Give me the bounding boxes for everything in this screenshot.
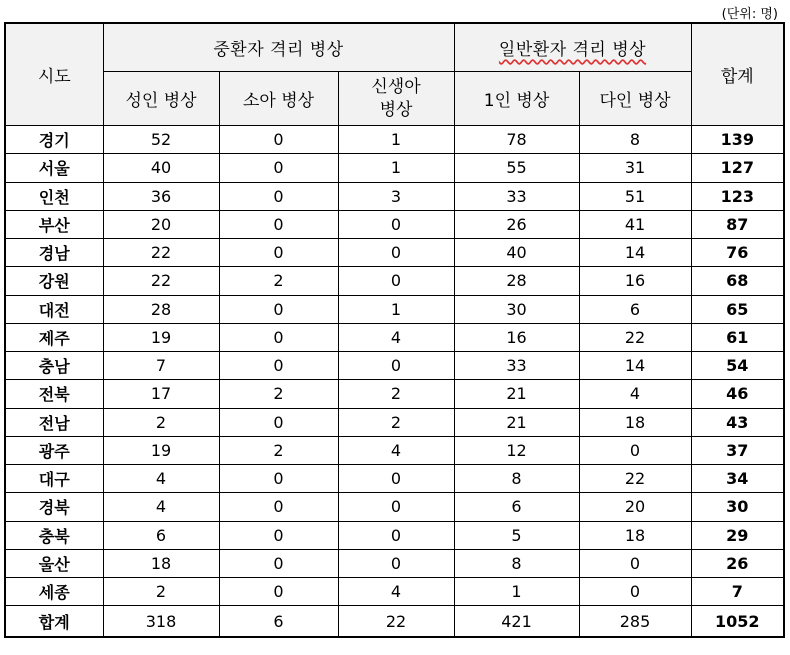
- cell-total: 65: [691, 295, 784, 323]
- cell-adult-bed: 36: [103, 182, 219, 210]
- cell-newborn-bed: 1: [338, 295, 454, 323]
- cell-sido: 경남: [5, 239, 103, 267]
- cell-multi-bed: 20: [579, 493, 691, 521]
- header-adult-bed: 성인 병상: [103, 72, 219, 126]
- cell-newborn-bed: 1: [338, 126, 454, 154]
- cell-adult-bed: 4: [103, 493, 219, 521]
- cell-sido: 전북: [5, 380, 103, 408]
- cell-sido: 제주: [5, 323, 103, 351]
- header-severe-group: 중환자 격리 병상: [103, 23, 454, 72]
- cell-multi-bed: 14: [579, 239, 691, 267]
- cell-adult-bed: 20: [103, 210, 219, 238]
- cell-sido: 합계: [5, 606, 103, 638]
- cell-newborn-bed: 0: [338, 239, 454, 267]
- cell-single-bed: 33: [454, 182, 579, 210]
- cell-child-bed: 0: [219, 578, 338, 606]
- cell-single-bed: 1: [454, 578, 579, 606]
- cell-sido: 경기: [5, 126, 103, 154]
- cell-total: 37: [691, 436, 784, 464]
- cell-multi-bed: 8: [579, 126, 691, 154]
- cell-total: 34: [691, 465, 784, 493]
- cell-single-bed: 12: [454, 436, 579, 464]
- cell-single-bed: 8: [454, 549, 579, 577]
- cell-adult-bed: 40: [103, 154, 219, 182]
- cell-multi-bed: 22: [579, 323, 691, 351]
- cell-single-bed: 21: [454, 380, 579, 408]
- cell-total: 29: [691, 521, 784, 549]
- table-row: [5, 436, 784, 464]
- table-row: [5, 295, 784, 323]
- cell-child-bed: 0: [219, 182, 338, 210]
- header-single-bed: 1인 병상: [454, 72, 579, 126]
- cell-single-bed: 78: [454, 126, 579, 154]
- cell-total: 61: [691, 323, 784, 351]
- cell-total: 76: [691, 239, 784, 267]
- cell-adult-bed: 18: [103, 549, 219, 577]
- cell-adult-bed: 52: [103, 126, 219, 154]
- cell-sido: 대구: [5, 465, 103, 493]
- cell-total: 43: [691, 408, 784, 436]
- header-sido: 시도: [5, 23, 103, 126]
- cell-child-bed: 0: [219, 210, 338, 238]
- cell-sido: 강원: [5, 267, 103, 295]
- cell-newborn-bed: 0: [338, 267, 454, 295]
- cell-child-bed: 6: [219, 606, 338, 638]
- cell-adult-bed: 22: [103, 239, 219, 267]
- cell-multi-bed: 0: [579, 578, 691, 606]
- table-row: [5, 210, 784, 238]
- cell-total: 54: [691, 352, 784, 380]
- cell-sido: 세종: [5, 578, 103, 606]
- cell-single-bed: 28: [454, 267, 579, 295]
- cell-sido: 충남: [5, 352, 103, 380]
- cell-total: 1052: [691, 606, 784, 638]
- cell-multi-bed: 285: [579, 606, 691, 638]
- table-row: [5, 154, 784, 182]
- cell-multi-bed: 22: [579, 465, 691, 493]
- table-body: [5, 126, 784, 638]
- table-row: [5, 380, 784, 408]
- table-row: [5, 126, 784, 154]
- cell-newborn-bed: 0: [338, 210, 454, 238]
- cell-single-bed: 26: [454, 210, 579, 238]
- cell-multi-bed: 0: [579, 436, 691, 464]
- table-row: [5, 182, 784, 210]
- unit-note: (단위: 명): [721, 7, 778, 22]
- cell-newborn-bed: 0: [338, 352, 454, 380]
- cell-sido: 경북: [5, 493, 103, 521]
- cell-single-bed: 421: [454, 606, 579, 638]
- cell-child-bed: 2: [219, 267, 338, 295]
- cell-single-bed: 55: [454, 154, 579, 182]
- cell-adult-bed: 4: [103, 465, 219, 493]
- cell-adult-bed: 19: [103, 323, 219, 351]
- cell-multi-bed: 31: [579, 154, 691, 182]
- cell-child-bed: 0: [219, 352, 338, 380]
- table-header: [5, 23, 784, 126]
- cell-multi-bed: 14: [579, 352, 691, 380]
- cell-sido: 인천: [5, 182, 103, 210]
- cell-sido: 충북: [5, 521, 103, 549]
- cell-child-bed: 2: [219, 436, 338, 464]
- cell-sido: 울산: [5, 549, 103, 577]
- cell-total: 7: [691, 578, 784, 606]
- cell-newborn-bed: 1: [338, 154, 454, 182]
- cell-multi-bed: 16: [579, 267, 691, 295]
- cell-single-bed: 21: [454, 408, 579, 436]
- cell-newborn-bed: 3: [338, 182, 454, 210]
- cell-adult-bed: 28: [103, 295, 219, 323]
- cell-multi-bed: 18: [579, 521, 691, 549]
- cell-child-bed: 2: [219, 380, 338, 408]
- bed-table: [4, 22, 785, 638]
- cell-single-bed: 6: [454, 493, 579, 521]
- cell-multi-bed: 18: [579, 408, 691, 436]
- sum-row: [5, 606, 784, 638]
- cell-total: 46: [691, 380, 784, 408]
- cell-total: 123: [691, 182, 784, 210]
- cell-sido: 부산: [5, 210, 103, 238]
- cell-child-bed: 0: [219, 295, 338, 323]
- table-row: [5, 493, 784, 521]
- header-child-bed: 소아 병상: [219, 72, 338, 126]
- header-total: 합계: [691, 23, 784, 126]
- header-general-group: [454, 23, 691, 72]
- cell-multi-bed: 51: [579, 182, 691, 210]
- cell-adult-bed: 6: [103, 521, 219, 549]
- cell-child-bed: 0: [219, 493, 338, 521]
- cell-child-bed: 0: [219, 465, 338, 493]
- cell-newborn-bed: 0: [338, 465, 454, 493]
- cell-newborn-bed: 0: [338, 493, 454, 521]
- cell-child-bed: 0: [219, 521, 338, 549]
- cell-single-bed: 5: [454, 521, 579, 549]
- cell-single-bed: 8: [454, 465, 579, 493]
- cell-total: 30: [691, 493, 784, 521]
- cell-child-bed: 0: [219, 323, 338, 351]
- cell-multi-bed: 0: [579, 549, 691, 577]
- cell-adult-bed: 17: [103, 380, 219, 408]
- cell-single-bed: 40: [454, 239, 579, 267]
- cell-newborn-bed: 22: [338, 606, 454, 638]
- cell-single-bed: 33: [454, 352, 579, 380]
- cell-total: 139: [691, 126, 784, 154]
- cell-multi-bed: 4: [579, 380, 691, 408]
- cell-child-bed: 0: [219, 408, 338, 436]
- table-row: [5, 549, 784, 577]
- header-multi-bed: 다인 병상: [579, 72, 691, 126]
- cell-sido: 대전: [5, 295, 103, 323]
- header-newborn-bed: 신생아 병상: [338, 72, 454, 126]
- cell-newborn-bed: 0: [338, 549, 454, 577]
- cell-total: 127: [691, 154, 784, 182]
- cell-newborn-bed: 4: [338, 578, 454, 606]
- cell-adult-bed: 2: [103, 408, 219, 436]
- cell-newborn-bed: 0: [338, 521, 454, 549]
- cell-total: 68: [691, 267, 784, 295]
- cell-single-bed: 16: [454, 323, 579, 351]
- cell-sido: 광주: [5, 436, 103, 464]
- cell-child-bed: 0: [219, 239, 338, 267]
- cell-adult-bed: 2: [103, 578, 219, 606]
- cell-newborn-bed: 4: [338, 436, 454, 464]
- cell-sido: 전남: [5, 408, 103, 436]
- header-general-group-label: 일반환자 격리 병상: [498, 40, 647, 60]
- table-row: [5, 267, 784, 295]
- table-row: [5, 465, 784, 493]
- cell-total: 26: [691, 549, 784, 577]
- cell-newborn-bed: 2: [338, 408, 454, 436]
- cell-child-bed: 0: [219, 549, 338, 577]
- cell-adult-bed: 22: [103, 267, 219, 295]
- cell-newborn-bed: 4: [338, 323, 454, 351]
- cell-adult-bed: 318: [103, 606, 219, 638]
- table-row: [5, 352, 784, 380]
- cell-child-bed: 0: [219, 126, 338, 154]
- table-row: [5, 323, 784, 351]
- table-row: [5, 408, 784, 436]
- cell-child-bed: 0: [219, 154, 338, 182]
- cell-adult-bed: 7: [103, 352, 219, 380]
- cell-single-bed: 30: [454, 295, 579, 323]
- table-row: [5, 578, 784, 606]
- cell-total: 87: [691, 210, 784, 238]
- cell-multi-bed: 6: [579, 295, 691, 323]
- cell-sido: 서울: [5, 154, 103, 182]
- table-row: [5, 239, 784, 267]
- cell-multi-bed: 41: [579, 210, 691, 238]
- cell-adult-bed: 19: [103, 436, 219, 464]
- cell-newborn-bed: 2: [338, 380, 454, 408]
- table-row: [5, 521, 784, 549]
